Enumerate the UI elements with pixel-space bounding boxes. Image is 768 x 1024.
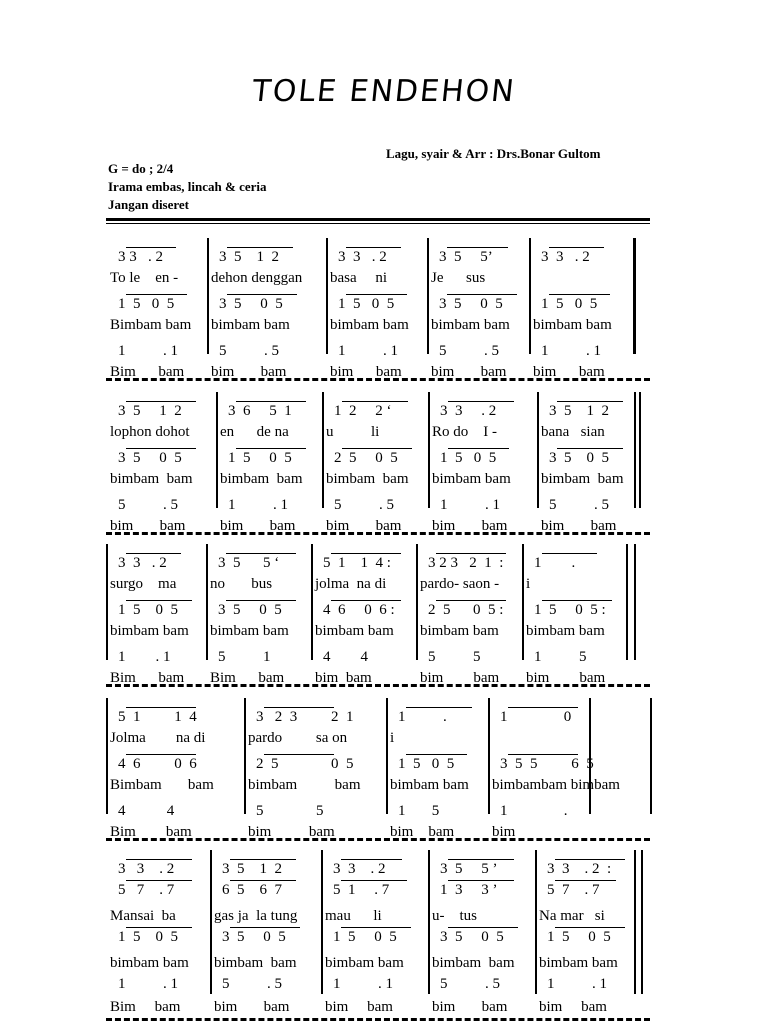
- beam-line: [542, 553, 597, 554]
- notation-cell: 5 . 5: [440, 976, 500, 992]
- lyric-cell: pardo sa on: [248, 730, 348, 746]
- notation-cell: 5 1 . 7: [333, 882, 390, 898]
- notation-cell: 1 5 0 5: [333, 929, 397, 945]
- lyric-cell: bimbam bam: [431, 317, 510, 333]
- lyric-cell: Bim bam: [110, 824, 192, 840]
- notation-cell: 1 5: [534, 649, 587, 665]
- barline: [207, 238, 209, 354]
- notation-cell: 5 . 5: [222, 976, 282, 992]
- lyric-cell: Bim bam: [210, 670, 285, 686]
- beam-line: [508, 707, 578, 708]
- notation-cell: 1 5 0 5: [440, 450, 497, 466]
- lyric-cell: bimbam bam: [110, 471, 193, 487]
- lyric-cell: bim bam: [526, 670, 606, 686]
- notation-cell: 3 5 0 5: [219, 296, 283, 312]
- beam-line: [557, 401, 623, 402]
- beam-line: [342, 401, 408, 402]
- beam-line: [126, 448, 196, 449]
- lyric-cell: bim bam: [539, 999, 607, 1015]
- composer-credit: Lagu, syair & Arr : Drs.Bonar Gultom: [386, 146, 601, 161]
- barline: [634, 544, 636, 660]
- notation-cell: 1 5 0 5: [541, 296, 598, 312]
- beam-line: [230, 927, 300, 928]
- lyric-cell: bimbam bam: [533, 317, 612, 333]
- song-title: TOLE ENDEHON: [250, 74, 518, 109]
- beam-line: [227, 294, 297, 295]
- notation-cell: 3 5 0 5: [218, 602, 282, 618]
- lyric-cell: bimbam bam: [248, 777, 361, 793]
- notation-cell: 1 5 0 5: [118, 602, 178, 618]
- beam-line: [264, 754, 334, 755]
- beam-line: [264, 707, 334, 708]
- notation-cell: 2 5 0 5 :: [428, 602, 504, 618]
- notation-cell: 3 3 . 2: [440, 403, 497, 419]
- lyric-cell: bim bam: [211, 364, 287, 380]
- notation-cell: 3 6 5 1: [228, 403, 292, 419]
- notation-cell: 3 5 0 5: [549, 450, 609, 466]
- beam-line: [448, 859, 514, 860]
- beam-line: [341, 880, 407, 881]
- notation-cell: 5 7 . 7: [118, 882, 175, 898]
- notation-cell: 3 5 5’: [439, 249, 493, 265]
- lyric-cell: bimbam bam: [539, 955, 618, 971]
- beam-line: [126, 294, 187, 295]
- lyric-cell: bimbam bam: [220, 471, 303, 487]
- beam-line: [436, 553, 506, 554]
- beam-line: [126, 553, 181, 554]
- notation-cell: 3 2 3 2 1 :: [428, 555, 504, 571]
- notation-cell: 5 5: [428, 649, 481, 665]
- lyric-cell: bim bam: [315, 670, 372, 686]
- lyric-cell: bim bam: [431, 364, 507, 380]
- lyric-cell: en de na: [220, 424, 289, 440]
- notation-cell: 1 2 2 ‘: [334, 403, 392, 419]
- lyric-cell: bimbam bam: [214, 955, 297, 971]
- system-separator: [106, 378, 650, 381]
- beam-line: [230, 880, 296, 881]
- notation-cell: 1 . 1: [338, 343, 398, 359]
- beam-line: [549, 247, 604, 248]
- lyric-cell: bim bam: [214, 999, 290, 1015]
- lyric-cell: gas ja la tung: [214, 908, 298, 924]
- beam-line: [126, 754, 196, 755]
- system-separator: [106, 532, 650, 535]
- notation-cell: 1 .: [398, 709, 447, 725]
- beam-line: [126, 401, 196, 402]
- notation-cell: 1 5 0 5: [398, 756, 455, 772]
- notation-cell: 3 3 . 2 :: [547, 861, 612, 877]
- notation-cell: 5 1 1 4 :: [323, 555, 391, 571]
- lyric-cell: bimbam bam: [110, 955, 189, 971]
- lyric-cell: bimbam bam: [541, 471, 624, 487]
- lyric-cell: Bim bam: [110, 999, 181, 1015]
- lyric-cell: bimbam bam: [326, 471, 409, 487]
- beam-line: [346, 247, 401, 248]
- notation-cell: 3 5 5 ’: [440, 861, 498, 877]
- beam-line: [555, 880, 616, 881]
- barline: [106, 544, 108, 660]
- notation-cell: 6 5 6 7: [222, 882, 282, 898]
- beam-line: [555, 859, 625, 860]
- beam-line: [448, 448, 509, 449]
- notation-cell: 3 3 . 2: [118, 249, 163, 265]
- beam-line: [226, 600, 296, 601]
- notation-cell: 3 5 1 2: [118, 403, 182, 419]
- notation-cell: 5 . 5: [219, 343, 279, 359]
- notation-cell: 1 . 1: [547, 976, 607, 992]
- header-rule-thin: [106, 223, 650, 224]
- score-system: [106, 542, 650, 684]
- beam-line: [447, 247, 508, 248]
- beam-line: [555, 927, 625, 928]
- barline: [244, 698, 246, 814]
- notation-cell: 5 . 5: [549, 497, 609, 513]
- notation-cell: 1 . 1: [118, 343, 178, 359]
- barline: [386, 698, 388, 814]
- system-separator: [106, 1018, 650, 1021]
- score-system: [106, 848, 650, 1024]
- notation-cell: 3 3 . 2: [541, 249, 590, 265]
- beam-line: [406, 754, 467, 755]
- barline: [427, 238, 429, 354]
- lyric-cell: Ro do I -: [432, 424, 497, 440]
- beam-line: [226, 553, 296, 554]
- lyric-cell: Bim bam: [110, 364, 185, 380]
- beam-line: [126, 247, 176, 248]
- notation-cell: 1 . 1: [118, 976, 178, 992]
- notation-cell: 1 . 1: [333, 976, 393, 992]
- score-system: [106, 390, 650, 534]
- beam-line: [557, 448, 623, 449]
- lyric-cell: u li: [326, 424, 380, 440]
- barline: [522, 544, 524, 660]
- lyric-cell: i: [390, 730, 395, 746]
- lyric-cell: u- tus: [432, 908, 477, 924]
- notation-cell: 3 5 1 2: [222, 861, 282, 877]
- barline: [535, 850, 537, 994]
- notation-cell: 3 5 0 5: [118, 450, 182, 466]
- lyric-cell: jolma na di: [315, 576, 387, 592]
- barline: [634, 238, 636, 354]
- beam-line: [542, 600, 612, 601]
- system-separator: [106, 684, 650, 687]
- notation-cell: 1 5 0 5: [338, 296, 395, 312]
- beam-line: [342, 448, 412, 449]
- barline: [428, 392, 430, 508]
- notation-cell: 1 5 0 5: [118, 296, 175, 312]
- lyric-cell: bimbam bam: [315, 623, 394, 639]
- lyric-cell: Na mar si: [539, 908, 605, 924]
- lyric-cell: Bim bam: [110, 670, 185, 686]
- notation-cell: 1 3 3 ’: [440, 882, 498, 898]
- lyric-cell: bimbam bam: [110, 623, 189, 639]
- beam-line: [406, 707, 472, 708]
- lyric-cell: bim: [492, 824, 516, 840]
- beam-line: [236, 401, 306, 402]
- notation-cell: 3 5 1 2: [219, 249, 279, 265]
- beam-line: [126, 927, 192, 928]
- beam-line: [447, 294, 517, 295]
- lyric-cell: Bimbam bam: [110, 777, 214, 793]
- beam-line: [236, 448, 306, 449]
- lyric-cell: bimbam bam: [211, 317, 290, 333]
- lyric-cell: lophon dohot: [110, 424, 190, 440]
- notation-cell: 3 5 5 6 5: [500, 756, 594, 772]
- barline: [639, 392, 641, 508]
- beam-line: [331, 553, 401, 554]
- beam-line: [448, 401, 514, 402]
- notation-cell: 4 4: [323, 649, 368, 665]
- notation-cell: 5 . 5: [439, 343, 499, 359]
- notation-cell: 1 0: [500, 709, 572, 725]
- barline: [537, 392, 539, 508]
- system-separator: [106, 838, 650, 841]
- lyric-cell: bim bam: [330, 364, 402, 380]
- barline: [106, 698, 108, 814]
- lyric-cell: bimbam bam: [390, 777, 469, 793]
- barline: [634, 850, 636, 994]
- beam-line: [448, 880, 514, 881]
- notation-cell: 5 5: [256, 803, 324, 819]
- beam-line: [230, 859, 296, 860]
- lyric-cell: pardo- saon -: [420, 576, 500, 592]
- lyric-cell: bimbambam bimbam: [492, 777, 620, 793]
- lyric-cell: bim bam: [220, 518, 296, 534]
- key-signature: G = do ; 2/4: [108, 161, 174, 176]
- notation-cell: 4 6 0 6: [118, 756, 197, 772]
- barline: [321, 850, 323, 994]
- beam-line: [448, 927, 518, 928]
- barline: [641, 850, 643, 994]
- header-rule-thick: [106, 218, 650, 221]
- lyric-cell: To le en -: [110, 270, 179, 286]
- lyric-cell: bimbam bam: [526, 623, 605, 639]
- notation-cell: 1 . 1: [541, 343, 601, 359]
- lyric-cell: no bus: [210, 576, 273, 592]
- notation-cell: 5 1: [218, 649, 271, 665]
- notation-cell: 1 .: [534, 555, 576, 571]
- lyric-cell: bimbam bam: [420, 623, 499, 639]
- score-system: [106, 696, 650, 838]
- beam-line: [508, 754, 578, 755]
- beam-line: [227, 247, 293, 248]
- beam-line: [126, 880, 192, 881]
- barline: [488, 698, 490, 814]
- notation-cell: 3 5 0 5: [440, 929, 504, 945]
- notation-cell: 1 5 0 5: [228, 450, 292, 466]
- beam-line: [436, 600, 506, 601]
- notation-cell: 1 5 0 5: [118, 929, 178, 945]
- lyric-cell: bim bam: [432, 999, 508, 1015]
- performance-note: Jangan diseret: [108, 197, 190, 212]
- lyric-cell: bim bam: [110, 518, 186, 534]
- notation-cell: 3 5 1 2: [549, 403, 609, 419]
- lyric-cell: Bimbam bam: [110, 317, 192, 333]
- score-system: [106, 236, 650, 380]
- barline: [216, 392, 218, 508]
- notation-cell: 1 . 1: [228, 497, 288, 513]
- lyric-cell: bim bam: [326, 518, 402, 534]
- lyric-cell: surgo ma: [110, 576, 177, 592]
- lyric-cell: bim bam: [248, 824, 335, 840]
- lyric-cell: bimbam bam: [432, 955, 515, 971]
- barline: [428, 850, 430, 994]
- lyric-cell: mau li: [325, 908, 382, 924]
- lyric-cell: bim bam: [533, 364, 605, 380]
- song-info: [108, 160, 267, 214]
- lyric-cell: bim bam: [432, 518, 508, 534]
- beam-line: [341, 927, 411, 928]
- notation-cell: 5 . 5: [118, 497, 178, 513]
- barline: [416, 544, 418, 660]
- notation-cell: 3 3 . 2: [118, 861, 175, 877]
- notation-cell: 1 .: [500, 803, 568, 819]
- barline: [206, 544, 208, 660]
- barline: [634, 392, 636, 508]
- beam-line: [549, 294, 610, 295]
- notation-cell: 3 5 0 5: [222, 929, 286, 945]
- notation-cell: 3 5 5 ‘: [218, 555, 280, 571]
- notation-cell: 1 5: [398, 803, 440, 819]
- beam-line: [341, 859, 402, 860]
- notation-cell: 1 5 0 5 :: [534, 602, 606, 618]
- notation-cell: 2 5 0 5: [334, 450, 398, 466]
- barline: [322, 392, 324, 508]
- lyric-cell: bana sian: [541, 424, 605, 440]
- lyric-cell: Mansai ba: [110, 908, 176, 924]
- lyric-cell: Je sus: [431, 270, 486, 286]
- beam-line: [126, 707, 196, 708]
- lyric-cell: bimbam bam: [325, 955, 404, 971]
- beam-line: [126, 600, 192, 601]
- notation-cell: 3 3 . 2: [338, 249, 387, 265]
- lyric-cell: i: [526, 576, 531, 592]
- tempo-note: Irama embas, lincah & ceria: [108, 179, 267, 194]
- notation-cell: 1 . 1: [118, 649, 171, 665]
- lyric-cell: bimbam bam: [330, 317, 409, 333]
- lyric-cell: bimbam bam: [432, 471, 511, 487]
- beam-line: [331, 600, 401, 601]
- barline: [626, 544, 628, 660]
- barline: [311, 544, 313, 660]
- lyric-cell: bim bam: [390, 824, 455, 840]
- notation-cell: 5 . 5: [334, 497, 394, 513]
- lyric-cell: bim bam: [325, 999, 393, 1015]
- lyric-cell: basa ni: [330, 270, 388, 286]
- barline: [529, 238, 531, 354]
- notation-cell: 3 2 3 2 1: [256, 709, 354, 725]
- lyric-cell: bimbam bam: [210, 623, 289, 639]
- notation-cell: 3 3 . 2: [333, 861, 386, 877]
- notation-cell: 3 5 0 5: [439, 296, 503, 312]
- lyric-cell: Jolma na di: [110, 730, 206, 746]
- notation-cell: 4 6 0 6 :: [323, 602, 395, 618]
- beam-line: [346, 294, 407, 295]
- notation-cell: 1 . 1: [440, 497, 500, 513]
- barline: [210, 850, 212, 994]
- notation-cell: 4 4: [118, 803, 175, 819]
- notation-cell: 2 5 0 5: [256, 756, 354, 772]
- lyric-cell: dehon denggan: [211, 270, 303, 286]
- barline: [326, 238, 328, 354]
- beam-line: [126, 859, 192, 860]
- lyric-cell: bim bam: [420, 670, 500, 686]
- notation-cell: 3 3 . 2: [118, 555, 167, 571]
- lyric-cell: bim bam: [541, 518, 617, 534]
- barline: [650, 698, 652, 814]
- notation-cell: 5 7 . 7: [547, 882, 600, 898]
- notation-cell: 1 5 0 5: [547, 929, 611, 945]
- notation-cell: 5 1 1 4: [118, 709, 197, 725]
